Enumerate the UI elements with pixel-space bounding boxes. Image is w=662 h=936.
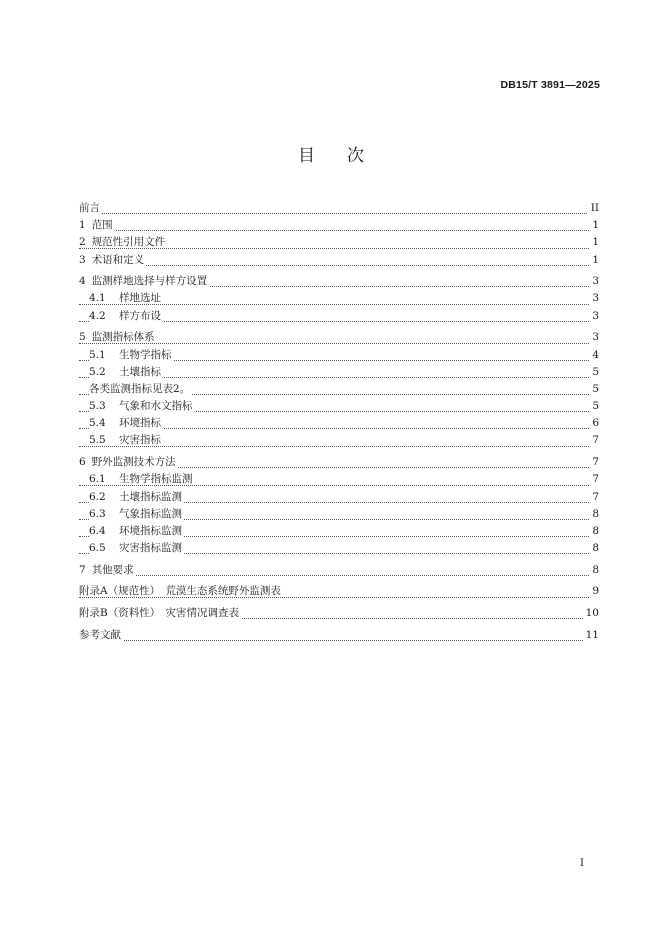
- toc-entry-page: 11: [583, 627, 599, 644]
- toc-entry-label: 参考文献: [79, 628, 121, 641]
- toc-entry-label: 样方布设: [119, 309, 161, 322]
- toc-entry-title: [89, 525, 184, 537]
- toc-entry-number: 6.4: [89, 524, 106, 537]
- toc-entry-title: [79, 456, 178, 468]
- toc-entry[interactable]: [79, 308, 599, 325]
- toc-entry-title: [79, 254, 146, 266]
- toc-entry-number: 4.1: [89, 292, 106, 305]
- toc-entry-title: [89, 434, 163, 446]
- toc-entry-number: 6.1: [89, 473, 106, 486]
- toc-entry[interactable]: [79, 454, 599, 471]
- toc-entry-title: [79, 331, 157, 343]
- toc-entry[interactable]: [79, 290, 599, 307]
- toc-entry-page: 3: [589, 329, 599, 346]
- toc-leader-dots: [79, 213, 599, 214]
- toc-entry-number: 1: [79, 219, 86, 232]
- toc-leader-dots: [79, 343, 599, 344]
- toc-entry-label: 环境指标监测: [119, 524, 182, 537]
- toc-entry-label: 附录A（规范性） 荒漠生态系统野外监测表: [79, 585, 281, 598]
- toc-entry-label: 土壤指标监测: [119, 490, 182, 503]
- toc-entry-title: [89, 292, 163, 304]
- toc-entry-title: [79, 629, 123, 641]
- toc-entry-number: 6.3: [89, 507, 106, 520]
- toc-entry-page: 9: [589, 583, 599, 600]
- toc-entry-label: 气象和水文指标: [119, 400, 193, 413]
- toc-entry-label: 生物学指标监测: [119, 473, 193, 486]
- toc-entry-page: 5: [589, 398, 599, 415]
- toc-entry-title: [89, 473, 195, 485]
- toc-entry[interactable]: [79, 252, 599, 269]
- toc-entry-page: 7: [589, 489, 599, 506]
- toc-entry[interactable]: [79, 523, 599, 540]
- table-of-contents: [79, 200, 599, 644]
- toc-entry-page: 3: [589, 308, 599, 325]
- toc-entry-number: 3: [79, 253, 86, 266]
- toc-entry-label: 生物学指标: [119, 348, 172, 361]
- toc-entry-page: 1: [589, 234, 599, 251]
- toc-entry[interactable]: [79, 506, 599, 523]
- toc-entry-title: [79, 219, 115, 231]
- toc-entry-page: 7: [589, 454, 599, 471]
- toc-entry-label: 其他要求: [91, 563, 134, 576]
- toc-entry-title: [79, 202, 102, 214]
- toc-entry-title: [89, 349, 174, 361]
- toc-entry-label: 术语和定义: [91, 253, 145, 266]
- toc-entry-page: 5: [589, 364, 599, 381]
- toc-entry-number: 2: [79, 236, 86, 249]
- toc-entry-page: 8: [589, 540, 599, 557]
- toc-entry[interactable]: [79, 273, 599, 290]
- toc-entry[interactable]: [79, 381, 599, 398]
- toc-entry-title: [89, 400, 195, 412]
- toc-entry-number: 6: [79, 456, 86, 469]
- toc-entry-label: 各类监测指标见表2。: [89, 382, 191, 395]
- toc-entry[interactable]: [79, 562, 599, 579]
- toc-entry-page: 5: [589, 381, 599, 398]
- toc-entry[interactable]: [79, 605, 599, 622]
- toc-entry-title: [89, 508, 184, 520]
- toc-entry[interactable]: [79, 329, 599, 346]
- toc-entry-title: [89, 491, 184, 503]
- toc-entry-number: 5.1: [89, 348, 106, 361]
- toc-entry[interactable]: [79, 234, 599, 251]
- toc-entry-number: 7: [79, 563, 86, 576]
- toc-entry-number: 5.5: [89, 434, 106, 447]
- toc-entry-label: 附录B（资料性） 灾害情况调查表: [79, 607, 239, 620]
- toc-entry-page: 6: [589, 415, 599, 432]
- toc-leader-dots: [79, 640, 599, 641]
- toc-entry-label: 范围: [91, 219, 113, 232]
- toc-entry-label: 规范性引用文件: [91, 236, 166, 249]
- toc-entry-title: [89, 417, 163, 429]
- page-title: 目次: [298, 146, 396, 166]
- toc-entry-label: 监测样地选择与样方设置: [91, 275, 208, 288]
- toc-entry-number: 6.5: [89, 542, 106, 555]
- toc-entry[interactable]: [79, 364, 599, 381]
- toc-entry[interactable]: [79, 471, 599, 488]
- toc-entry-page: 8: [589, 523, 599, 540]
- toc-entry-number: 5: [79, 331, 86, 344]
- toc-entry[interactable]: [79, 583, 599, 600]
- toc-entry-label: 灾害指标: [119, 434, 161, 447]
- toc-leader-dots: [79, 230, 599, 231]
- toc-leader-dots: [79, 575, 599, 576]
- toc-entry-page: 3: [589, 273, 599, 290]
- toc-entry-page: 10: [583, 605, 599, 622]
- toc-entry-label: 野外监测技术方法: [91, 456, 176, 469]
- toc-entry-page: 3: [589, 290, 599, 307]
- toc-entry[interactable]: [79, 540, 599, 557]
- document-code: DB15/T 3891—2025: [500, 79, 600, 91]
- toc-entry[interactable]: [79, 200, 599, 217]
- toc-entry-label: 环境指标: [119, 417, 161, 430]
- toc-entry-label: 样地选址: [119, 292, 161, 305]
- toc-entry-page: 1: [589, 217, 599, 234]
- toc-entry-number: 6.2: [89, 490, 106, 503]
- toc-entry-number: 4: [79, 275, 86, 288]
- toc-leader-dots: [79, 265, 599, 266]
- toc-entry-label: 灾害指标监测: [119, 542, 182, 555]
- toc-entry[interactable]: [79, 627, 599, 644]
- toc-entry-title: [79, 236, 167, 248]
- toc-entry-label: 监测指标体系: [91, 331, 155, 344]
- toc-entry[interactable]: [79, 398, 599, 415]
- toc-entry-title: [79, 607, 241, 619]
- toc-entry-page: 7: [589, 432, 599, 449]
- toc-entry-number: 5.4: [89, 417, 106, 430]
- toc-entry-number: 5.2: [89, 365, 106, 378]
- toc-entry-label: 气象指标监测: [119, 507, 182, 520]
- toc-entry[interactable]: [79, 432, 599, 449]
- toc-entry-page: 8: [589, 562, 599, 579]
- page-number: I: [580, 858, 584, 869]
- toc-entry-label: 土壤指标: [119, 365, 161, 378]
- toc-entry-page: 4: [589, 347, 599, 364]
- toc-entry-title: [79, 275, 209, 287]
- toc-entry-title: [89, 383, 192, 395]
- toc-entry-title: [89, 542, 184, 554]
- toc-entry-page: 1: [589, 252, 599, 269]
- toc-entry-page: 8: [589, 506, 599, 523]
- toc-entry-title: [79, 585, 283, 597]
- toc-entry-title: [89, 310, 163, 322]
- toc-entry-title: [89, 366, 163, 378]
- toc-entry-title: [79, 564, 136, 576]
- toc-entry[interactable]: [79, 415, 599, 432]
- toc-entry-page: II: [588, 200, 599, 217]
- toc-entry[interactable]: [79, 217, 599, 234]
- toc-entry-label: 前言: [79, 202, 100, 214]
- toc-entry-page: 7: [589, 471, 599, 488]
- toc-entry-number: 4.2: [89, 309, 106, 322]
- toc-entry[interactable]: [79, 489, 599, 506]
- toc-entry-number: 5.3: [89, 400, 106, 413]
- toc-entry[interactable]: [79, 347, 599, 364]
